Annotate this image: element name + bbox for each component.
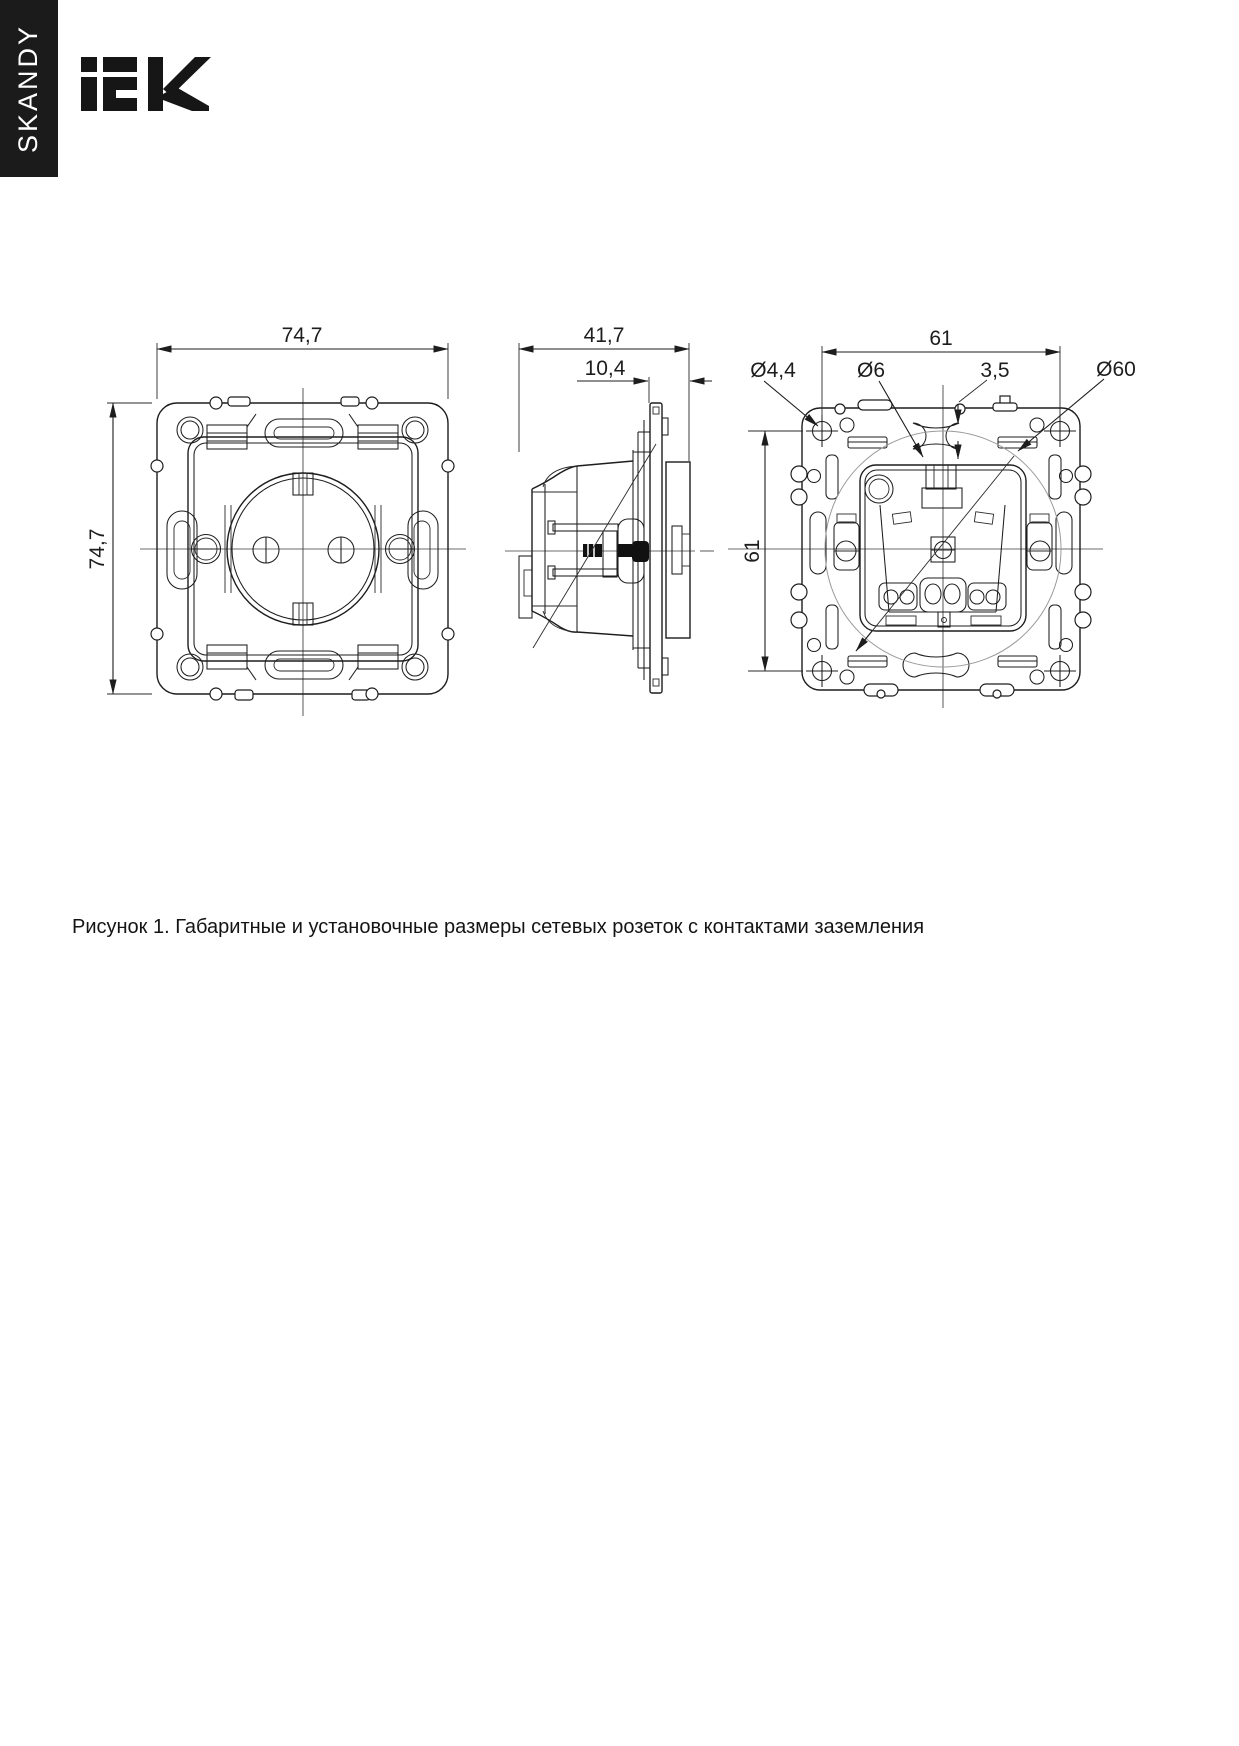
back-view — [728, 327, 1136, 708]
front-latches — [207, 414, 398, 680]
label-dia-screw-hole: Ø4,4 — [750, 359, 796, 382]
label-dia-mount: Ø60 — [1096, 358, 1136, 381]
side-dimensions — [519, 324, 712, 461]
front-view — [86, 324, 466, 716]
back-plate — [791, 396, 1091, 698]
figure-caption: Рисунок 1. Габаритные и установочные размеры сетевых розеток с контактами заземления — [72, 916, 925, 938]
front-dimensions — [86, 324, 448, 694]
side-screw — [583, 541, 649, 562]
dim-back-pitch-v: 61 — [741, 539, 764, 563]
label-dia-hole: Ø6 — [856, 359, 886, 382]
series-label: SKANDY — [13, 23, 44, 154]
dim-back-pitch-h: 61 — [929, 327, 953, 350]
dim-front-width: 74,7 — [281, 324, 323, 347]
dim-side-front-depth: 10,4 — [584, 357, 626, 380]
side-view — [505, 324, 714, 693]
dim-side-depth: 41,7 — [583, 324, 625, 347]
back-mechanism — [810, 465, 1072, 631]
side-faceplate — [650, 403, 690, 693]
dim-front-height: 74,7 — [86, 528, 109, 570]
label-slot-width: 3,5 — [980, 359, 1010, 382]
